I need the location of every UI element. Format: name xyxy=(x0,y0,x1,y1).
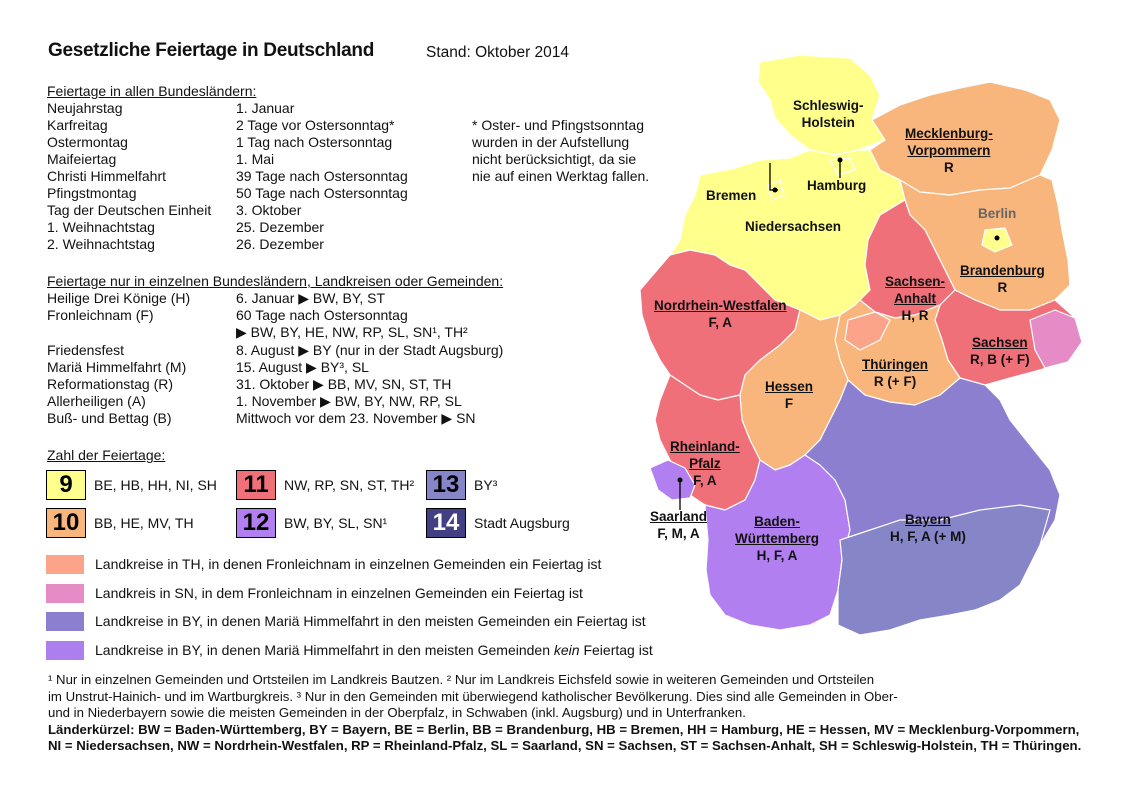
holiday-name: Ostermontag xyxy=(47,134,128,150)
holiday-count-badge: 13 xyxy=(426,470,466,500)
holiday-count-badge: 10 xyxy=(46,508,86,538)
legend-text: Landkreise in BY, in denen Mariä Himmelfahrt in den meisten Gemeinden ein Feiertag ist xyxy=(95,613,646,629)
footnote-abbreviations: Länderkürzel: BW = Baden-Württemberg, BY = Bayern, BE = Berlin, BB = Brandenburg, HB = Bremen, HH = Hamburg, HE = Hessen, MV = Mecklenburg-Vorpommern, xyxy=(48,721,1080,737)
holiday-date: 1. Mai xyxy=(236,151,275,167)
holiday-date: 2 Tage vor Ostersonntag* xyxy=(236,117,395,133)
note-line: * Oster- und Pfingstsonntag xyxy=(472,117,644,133)
regional-holiday-name: Allerheiligen (A) xyxy=(47,393,146,410)
holiday-date: 50 Tage nach Ostersonntag xyxy=(236,185,408,201)
some-states-heading: Feiertage nur in einzelnen Bundesländern, Landkreisen oder Gemeinden: xyxy=(47,273,504,289)
page-title: Gesetzliche Feiertage in Deutschland xyxy=(48,40,375,61)
label-rheinland-pfalz: Rheinland- Pfalz F, A xyxy=(670,439,740,488)
regional-holiday-name: Reformationstag (R) xyxy=(47,376,174,392)
hamburg-marker xyxy=(838,158,843,163)
all-states-heading: Feiertage in allen Bundesländern: xyxy=(47,83,257,99)
regional-holiday-name: Fronleichnam (F) xyxy=(47,307,154,324)
holiday-name: Tag der Deutschen Einheit xyxy=(47,202,212,218)
regional-holiday-date: 6. Januar ▶ BW, BY, ST xyxy=(236,290,386,306)
regional-holiday-date: ▶ BW, BY, HE, NW, RP, SL, SN¹, TH² xyxy=(236,324,468,341)
holiday-name: Maifeiertag xyxy=(47,151,117,167)
regional-holiday-name: Friedensfest xyxy=(47,341,125,358)
holiday-count-states: BE, HB, HH, NI, SH xyxy=(94,477,217,493)
holiday-date: 39 Tage nach Ostersonntag xyxy=(236,168,408,184)
label-sachsen-anhalt: Sachsen- Anhalt H, R xyxy=(885,274,946,323)
label-hamburg: Hamburg xyxy=(807,178,867,193)
footnote-line: ¹ Nur in einzelnen Gemeinden und Ortsteilen im Landkreis Bautzen. ² Nur im Landkreis Eichsfeld sowie in weiteren Gemeinden und Ortsteilen xyxy=(48,672,875,687)
holiday-count-states: BY³ xyxy=(474,477,498,493)
regional-holiday-date: Mittwoch vor dem 23. November ▶ SN xyxy=(236,410,476,427)
note-line: nicht berücksichtigt, da sie xyxy=(472,151,637,167)
regional-holiday-name: Buß- und Bettag (B) xyxy=(47,410,172,427)
note-line: wurden in der Aufstellung xyxy=(472,134,630,150)
holiday-date: 1 Tag nach Ostersonntag xyxy=(236,134,393,150)
footnote-line: im Unstrut-Hainich- und im Wartburgkreis. ³ Nur in den Gemeinden mit überwiegend katholischer Bevölkerung. Dies sind alle Gemeinden in Ober- xyxy=(48,688,898,704)
holiday-name: 1. Weihnachtstag xyxy=(47,219,155,235)
holiday-count-badge: 14 xyxy=(426,508,466,538)
holiday-count-badge: 12 xyxy=(236,508,276,538)
holiday-count-states: Stadt Augsburg xyxy=(474,515,570,531)
regional-holiday-date: 15. August ▶ BY³, SL xyxy=(236,358,369,375)
holiday-count-states: NW, RP, SN, ST, TH² xyxy=(284,477,415,493)
holiday-name: Pfingstmontag xyxy=(47,185,137,201)
holiday-count-states: BB, HE, MV, TH xyxy=(94,515,194,531)
regional-holiday-date: 31. Oktober ▶ BB, MV, SN, ST, TH xyxy=(236,376,452,392)
count-heading: Zahl der Feiertage: xyxy=(47,447,166,463)
legend-text: Landkreise in TH, in denen Fronleichnam in einzelnen Gemeinden ein Feiertag ist xyxy=(95,556,602,572)
label-mecklenburg-vorpommern: Mecklenburg- Vorpommern R xyxy=(905,126,993,175)
label-bremen: Bremen xyxy=(706,188,757,203)
regional-holiday-name: Heilige Drei Könige (H) xyxy=(47,290,191,306)
note-line: nie auf einen Werktag fallen. xyxy=(472,168,650,184)
regional-holiday-date: 60 Tage nach Ostersonntag xyxy=(236,307,408,324)
label-berlin: Berlin xyxy=(978,206,1017,221)
label-niedersachsen: Niedersachsen xyxy=(745,219,842,234)
label-bayern: Bayern H, F, A (+ M) xyxy=(890,512,966,544)
footnote-abbreviations: NI = Niedersachsen, NW = Nordrhein-Westfalen, RP = Rheinland-Pfalz, SL = Saarland, SN = Sachsen, ST = Sachsen-Anhalt, SH = Schleswig-Holstein, TH = Thüringen. xyxy=(48,738,1082,754)
label-thueringen: Thüringen R (+ F) xyxy=(862,357,928,389)
berlin-marker xyxy=(995,236,1000,241)
regional-holiday-date: 8. August ▶ BY (nur in der Stadt Augsburg) xyxy=(236,341,504,358)
holiday-count-badge: 11 xyxy=(236,470,276,500)
holiday-count-states: BW, BY, SL, SN¹ xyxy=(284,515,388,531)
label-saarland: Saarland F, M, A xyxy=(650,509,708,541)
holiday-date: 1. Januar xyxy=(236,100,295,116)
date-stamp: Stand: Oktober 2014 xyxy=(426,44,570,61)
legend-text: Landkreis in SN, in dem Fronleichnam in einzelnen Gemeinden ein Feiertag ist xyxy=(95,584,583,601)
holiday-date: 25. Dezember xyxy=(236,219,324,235)
label-schleswig-holstein: Schleswig- Holstein xyxy=(793,98,864,130)
holiday-name: Karfreitag xyxy=(47,117,108,133)
holiday-date: 26. Dezember xyxy=(236,236,324,252)
label-baden-wuerttemberg: Baden- Württemberg H, F, A xyxy=(735,514,819,563)
label-brandenburg: Brandenburg R xyxy=(960,263,1045,295)
regional-holiday-date: 1. November ▶ BW, BY, NW, RP, SL xyxy=(236,393,462,410)
holiday-name: Christi Himmelfahrt xyxy=(47,168,167,184)
holiday-name: 2. Weihnachtstag xyxy=(47,236,155,252)
holiday-name: Neujahrstag xyxy=(47,100,123,116)
label-sachsen: Sachsen R, B (+ F) xyxy=(970,335,1030,367)
holiday-count-badge: 9 xyxy=(46,470,86,500)
bremen-marker xyxy=(773,188,778,193)
label-nordrhein-westfalen: Nordrhein-Westfalen F, A xyxy=(654,298,787,330)
regional-holiday-name: Mariä Himmelfahrt (M) xyxy=(47,358,187,375)
holiday-date: 3. Oktober xyxy=(236,202,302,218)
legend-text: Landkreise in BY, in denen Mariä Himmelfahrt in den meisten Gemeinden kein Feiertag ist xyxy=(95,641,653,658)
label-hessen: Hessen F xyxy=(765,379,814,411)
footnote-line: und in Niederbayern sowie die meisten Gemeinden in der Oberpfalz, in Schwaben (inkl. Augsburg) und in Unterfranken. xyxy=(48,705,746,721)
